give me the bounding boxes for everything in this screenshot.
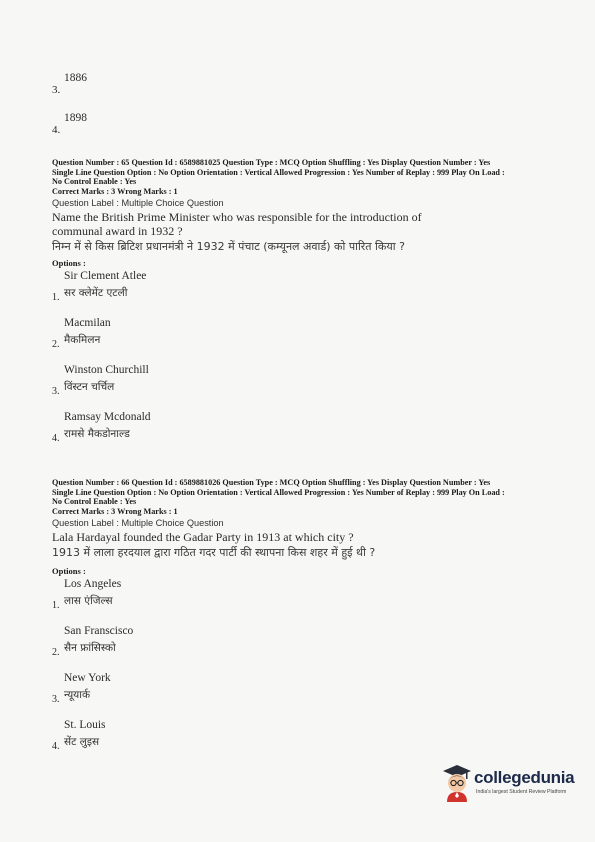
options-label: Options : — [52, 565, 86, 576]
option-text-english: Ramsay Mcdonald — [64, 410, 151, 423]
option-4[interactable] — [52, 411, 552, 458]
question-text-line1: Name the British Prime Minister who was responsible for the introduction of — [52, 209, 422, 224]
question-meta-line2: Single Line Question Option : No Option Orientation : Vertical Allowed Progression : Yes Number of Replay : 999 Play On Load : — [52, 487, 505, 497]
option-4[interactable] — [52, 719, 552, 766]
question-meta-line2: Single Line Question Option : No Option Orientation : Vertical Allowed Progression : Yes Number of Replay : 999 Play On Load : — [52, 167, 505, 177]
option-number: 2. — [52, 646, 60, 658]
option-value: 1898 — [64, 112, 87, 124]
question-text-hindi: 1913 में लाला हरदयाल द्वारा गठित गदर पार्टी की स्थापना किस शहर में हुई थी ? — [52, 545, 376, 559]
options-label: Options : — [52, 257, 86, 268]
option-number: 1. — [52, 599, 60, 611]
option-text-english: Sir Clement Atlee — [64, 269, 147, 282]
option-value: 1886 — [64, 72, 87, 84]
option-text-hindi: रामसे मैकडोनाल्ड — [64, 427, 130, 440]
option-1[interactable] — [52, 270, 552, 317]
option-text-hindi: सेंट लुइस — [64, 735, 100, 748]
option-number: 3. — [52, 84, 61, 96]
option-text-hindi: न्यूयार्क — [64, 688, 91, 701]
question-66 — [52, 478, 552, 766]
option-text-hindi: विंस्टन चर्चिल — [64, 380, 115, 393]
option-text-hindi: मैकमिलन — [64, 333, 101, 346]
option-text-english: St. Louis — [64, 718, 106, 731]
option-number: 1. — [52, 291, 60, 303]
option-text-hindi: सैन फ्रांसिस्को — [64, 641, 116, 654]
question-meta-line1: Question Number : 65 Question Id : 6589881025 Question Type : MCQ Option Shuffling : Yes Display Question Number : Yes — [52, 158, 491, 167]
option-text-english: Winston Churchill — [64, 363, 149, 376]
logo-name: collegedunia — [474, 768, 575, 787]
option-number: 4. — [52, 740, 60, 752]
question-text-line2: communal award in 1932 ? — [52, 223, 183, 238]
option-text-english: Macmilan — [64, 316, 111, 329]
option-text-english: San Franscisco — [64, 624, 134, 637]
option-number: 3. — [52, 693, 60, 705]
question-text-hindi: निम्न में से किस ब्रिटिश प्रधानमंत्री ने 1932 में पंचाट (कम्यूनल अवार्ड) को पारित किया ? — [52, 239, 405, 253]
option-3[interactable] — [52, 364, 552, 411]
question-marks: Correct Marks : 3 Wrong Marks : 1 — [52, 506, 178, 516]
question-label: Question Label : Multiple Choice Question — [52, 517, 224, 528]
question-meta-line3: No Control Enable : Yes — [52, 177, 137, 187]
option-2[interactable] — [52, 625, 552, 672]
question-marks: Correct Marks : 3 Wrong Marks : 1 — [52, 186, 178, 196]
option-text-english: Los Angeles — [64, 577, 122, 590]
question-meta-line3: No Control Enable : Yes — [52, 497, 137, 507]
option-number: 4. — [52, 124, 61, 136]
option-text-hindi: सर क्लेमेंट एटली — [64, 286, 128, 299]
option-1[interactable] — [52, 578, 552, 625]
option-number: 2. — [52, 338, 60, 350]
option-number: 3. — [52, 385, 60, 397]
question-label: Question Label : Multiple Choice Question — [52, 197, 224, 208]
mascot-icon — [440, 762, 474, 802]
question-65 — [52, 158, 552, 458]
question-text-line1: Lala Hardayal founded the Gadar Party in 1913 at which city ? — [52, 529, 354, 544]
option-text-english: New York — [64, 671, 111, 684]
option-3[interactable] — [52, 672, 552, 719]
collegedunia-logo — [440, 762, 580, 806]
option-number: 4. — [52, 432, 60, 444]
option-2[interactable] — [52, 317, 552, 364]
question-meta-line1: Question Number : 66 Question Id : 6589881026 Question Type : MCQ Option Shuffling : Yes Display Question Number : Yes — [52, 478, 491, 487]
logo-tagline: India's largest Student Review Platform — [476, 789, 567, 795]
option-text-hindi: लास एंजिल्स — [64, 594, 113, 607]
